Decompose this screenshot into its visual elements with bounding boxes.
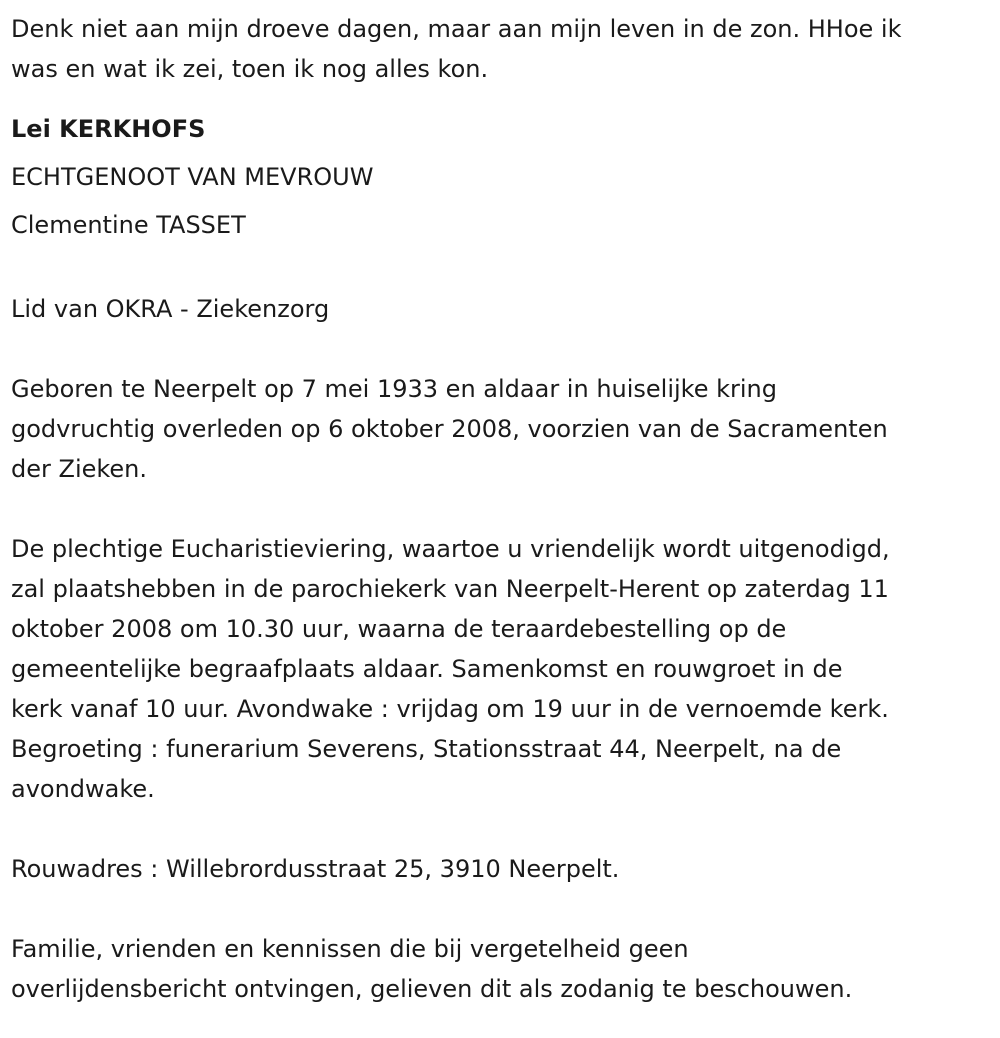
- poem-line: Denk niet aan mijn droeve dagen, maar aan mijn leven in de zon. HHoe ik: [11, 15, 902, 43]
- ceremony-line: avondwake.: [11, 775, 155, 803]
- membership-paragraph: [11, 289, 990, 329]
- birth-death-line: godvruchtig overleden op 6 oktober 2008, voorzien van de Sacramenten: [11, 415, 888, 443]
- membership-line: Lid van OKRA - Ziekenzorg: [11, 295, 330, 323]
- spacer: [11, 809, 990, 849]
- closing-line: Familie, vrienden en kennissen die bij vergetelheid geen: [11, 935, 689, 963]
- birth-death-line: der Zieken.: [11, 455, 148, 483]
- address-paragraph: [11, 849, 990, 889]
- ceremony-line: zal plaatshebben in de parochiekerk van Neerpelt-Herent op zaterdag 11: [11, 575, 889, 603]
- spouse-title: ECHTGENOOT VAN MEVROUW: [11, 163, 374, 191]
- ceremony-line: oktober 2008 om 10.30 uur, waarna de teraardebestelling op de: [11, 615, 787, 643]
- address-line: Rouwadres : Willebrordusstraat 25, 3910 Neerpelt.: [11, 855, 620, 883]
- closing-paragraph: [11, 929, 990, 1009]
- ceremony-line: gemeentelijke begraafplaats aldaar. Samenkomst en rouwgroet in de: [11, 655, 843, 683]
- poem-line: was en wat ik zei, toen ik nog alles kon.: [11, 55, 489, 83]
- closing-line: overlijdensbericht ontvingen, gelieven dit als zodanig te beschouwen.: [11, 975, 853, 1003]
- ceremony-line: kerk vanaf 10 uur. Avondwake : vrijdag om 19 uur in de vernoemde kerk.: [11, 695, 889, 723]
- deceased-name: Lei KERKHOFS: [11, 115, 206, 143]
- birth-death-line: Geboren te Neerpelt op 7 mei 1933 en aldaar in huiselijke kring: [11, 375, 777, 403]
- ceremony-line: De plechtige Eucharistieviering, waartoe u vriendelijk wordt uitgenodigd,: [11, 535, 890, 563]
- ceremony-line: Begroeting : funerarium Severens, Stationsstraat 44, Neerpelt, na de: [11, 735, 842, 763]
- spacer: [11, 489, 990, 529]
- poem-paragraph: [11, 9, 990, 89]
- spacer: [11, 249, 990, 289]
- ceremony-paragraph: [11, 529, 990, 809]
- name-block: [11, 105, 990, 249]
- spacer: [11, 329, 990, 369]
- spacer: [11, 889, 990, 929]
- spouse-name: Clementine TASSET: [11, 211, 246, 239]
- birth-death-paragraph: [11, 369, 990, 489]
